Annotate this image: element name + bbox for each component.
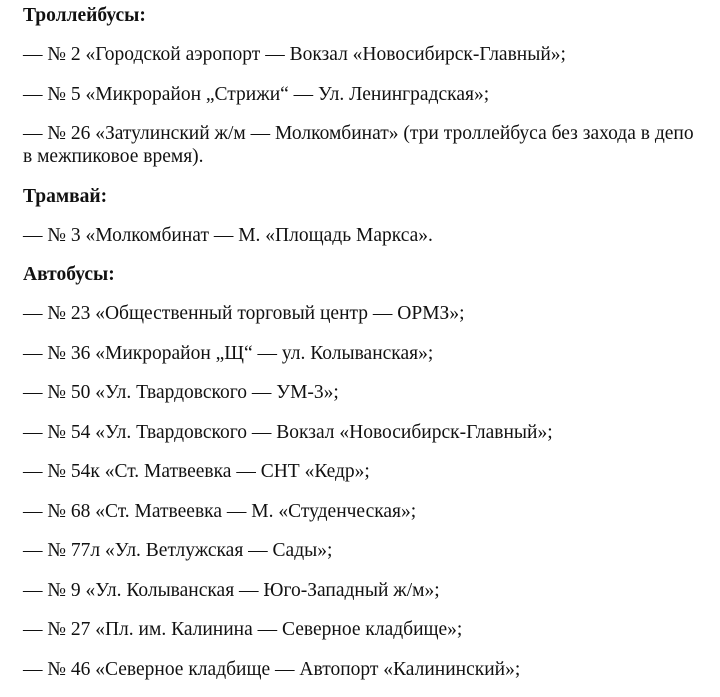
list-item: — № 68 «Ст. Матвеевка — М. «Студенческая»; <box>23 500 417 522</box>
list-item: — № 54 «Ул. Твардовского — Вокзал «Новосибирск-Главный»; <box>23 421 553 443</box>
list-item: — № 77л «Ул. Ветлужская — Сады»; <box>23 540 333 561</box>
section-heading: Троллейбусы: <box>23 5 146 26</box>
list-item: — № 26 «Затулинский ж/м — Молкомбинат» (три троллейбуса без захода в депо в межпиковое время). <box>23 123 694 167</box>
list-item: — № 46 «Северное кладбище — Автопорт «Калининский»; <box>23 658 521 680</box>
list-item: — № 27 «Пл. им. Калинина — Северное кладбище»; <box>23 619 463 640</box>
list-item: — № 36 «Микрорайон „Щ“ — ул. Колыванская»; <box>23 342 434 364</box>
list-item: — № 3 «Молкомбинат — М. «Площадь Маркса». <box>23 224 433 246</box>
list-item: — № 2 «Городской аэропорт — Вокзал «Новосибирск-Главный»; <box>23 44 566 65</box>
list-item: — № 54к «Ст. Матвеевка — СНТ «Кедр»; <box>23 461 370 482</box>
list-item: — № 9 «Ул. Колыванская — Юго-Западный ж/м»; <box>23 579 440 601</box>
section-tram <box>23 185 703 247</box>
section-heading: Автобусы: <box>23 264 115 285</box>
list-item: — № 50 «Ул. Твардовского — УМ-3»; <box>23 382 339 403</box>
list-item: — № 5 «Микрорайон „Стрижи“ — Ул. Ленинградская»; <box>23 83 490 105</box>
list-item: — № 23 «Общественный торговый центр — ОРМЗ»; <box>23 303 465 324</box>
document <box>23 4 703 697</box>
section-buses <box>23 263 703 681</box>
section-trolleybuses <box>23 4 703 168</box>
section-heading: Трамвай: <box>23 185 108 207</box>
